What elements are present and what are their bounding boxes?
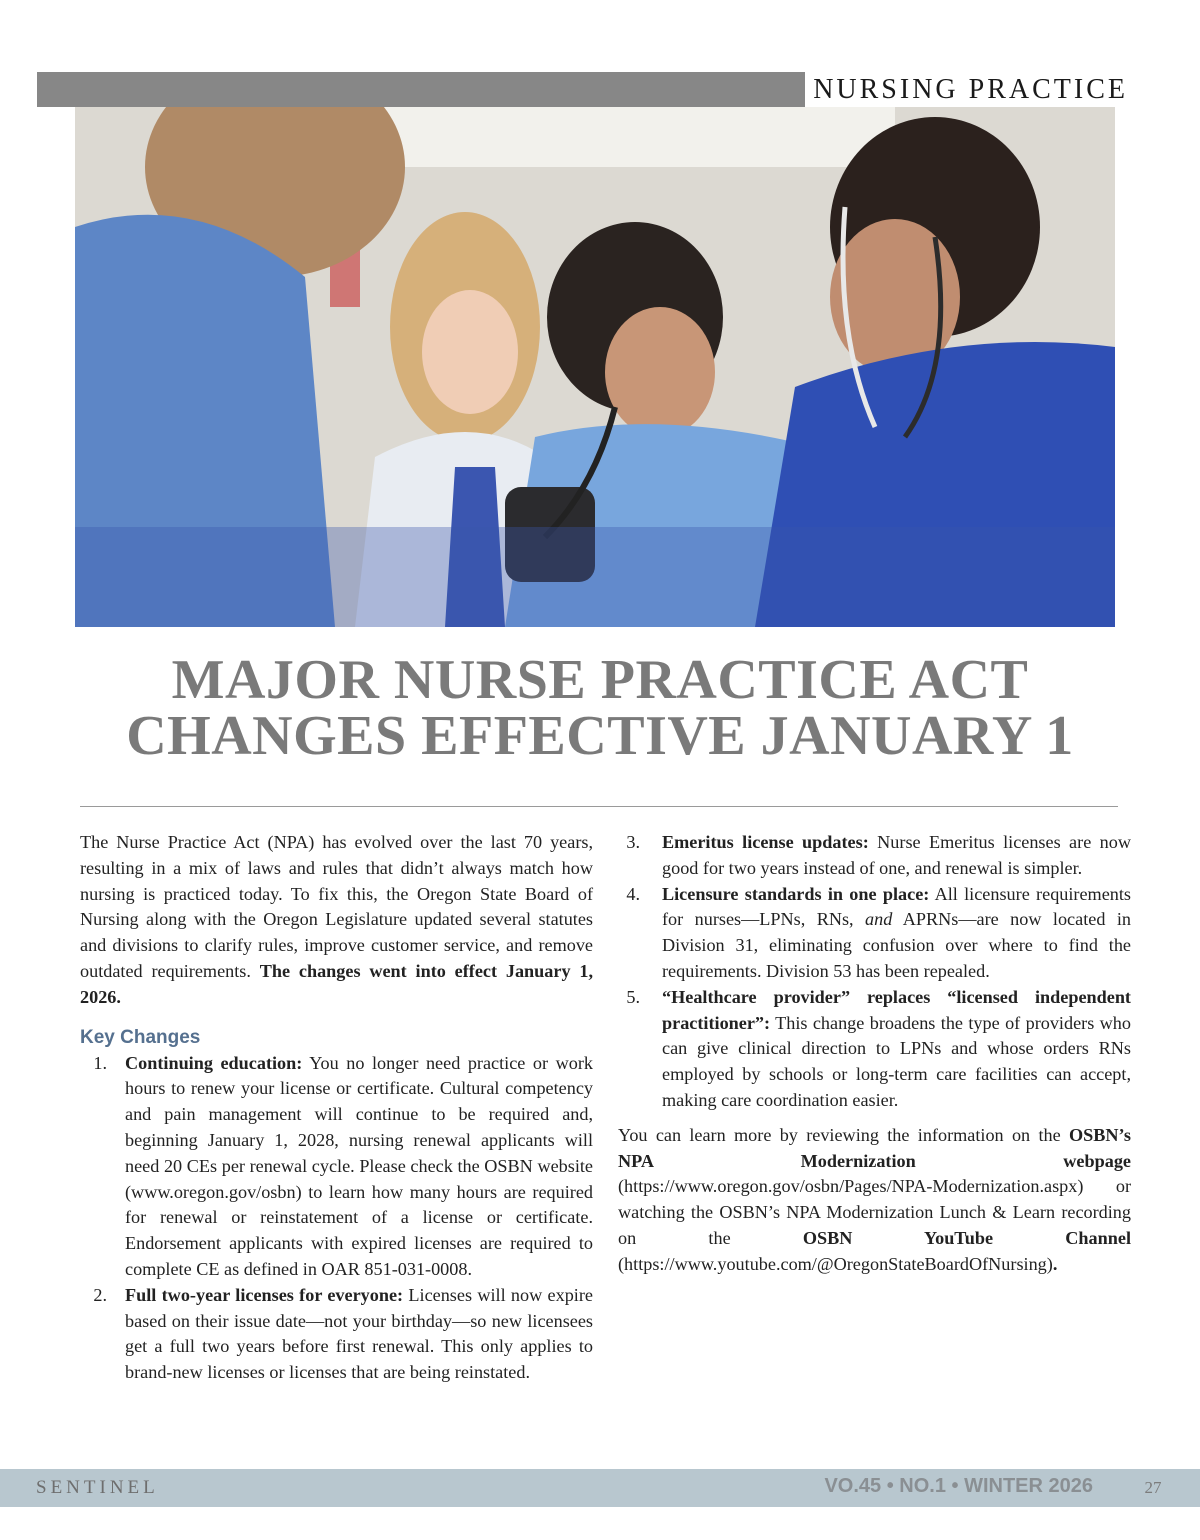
list-number: 5. — [626, 986, 640, 1007]
closing-text-3: (https://www.youtube.com/@OregonStateBoardOfNursing) — [618, 1253, 1053, 1274]
closing-text-2: (https://www.oregon.gov/osbn/Pages/NPA-Modernization.aspx) or watching the OSBN’s NPA Modernization Lunch & Learn recording on the — [618, 1176, 1131, 1248]
page-number: 27 — [1144, 1478, 1162, 1497]
list-item-lead: “Healthcare provider” replaces “licensed independent practitioner”: — [662, 986, 1131, 1033]
youtube-channel-link[interactable]: OSBN YouTube Channel — [802, 1227, 1131, 1248]
list-item-text-end: APRNs—are now located in Division 31, eliminating confusion over where to find the requirements. Division 53 has been repealed. — [662, 909, 1131, 981]
list-item-lead: Full two-year licenses for everyone: — [125, 1284, 404, 1305]
closing-text-1: You can learn more by reviewing the information on the — [618, 1124, 1069, 1145]
intro-bold: The changes went into effect January 1, 2026. — [80, 960, 593, 1007]
article-title — [60, 649, 1140, 767]
list-item — [80, 1051, 593, 1283]
list-item — [618, 830, 1131, 882]
list-item-text: All licensure requirements for nurses—LPNs, RNs, — [662, 883, 1132, 930]
key-changes-list-continued — [618, 830, 1131, 1114]
npa-modernization-link[interactable]: OSBN’s NPA Modernization webpage — [618, 1124, 1131, 1171]
hero-photo — [75, 107, 1115, 627]
right-column — [618, 830, 1131, 1278]
title-line-1: MAJOR NURSE PRACTICE ACT — [171, 649, 1029, 711]
list-item-text: You no longer need practice or work hours to renew your license or certificate. Cultural competency and pain management will continue to be required and, beginning January 1, 2028, nursing renewal applicants will need 20 CEs per renewal cycle. Please check the OSBN website (www.oregon.gov/osbn) to learn how many hours are required for renewal or reinstatement of a license or certificate. Endorsement applicants with expired licenses are required to complete CE as defined in OAR 851-031-0008. — [125, 1052, 593, 1279]
intro-paragraph — [80, 830, 593, 1011]
title-divider — [80, 806, 1118, 807]
list-item-text: Licenses will now expire based on their issue date—not your birthday—so new licensees get a full two years before first renewal. This only applies to brand-new licenses or licenses that are being reinstated. — [125, 1284, 593, 1383]
list-number: 1. — [93, 1052, 107, 1073]
list-item — [618, 985, 1131, 1114]
key-changes-heading: Key Changes — [80, 1026, 201, 1048]
list-item-italic: and — [865, 909, 893, 930]
key-changes-list — [80, 1051, 593, 1386]
closing-paragraph — [618, 1123, 1131, 1278]
list-number: 3. — [626, 832, 640, 852]
intro-text: The Nurse Practice Act (NPA) has evolved over the last 70 years, resulting in a mix of laws and rules that didn’t always match how nursing is practiced today. To fix this, the Oregon State Board of Nursing along with the Oregon Legislature updated several statutes and divisions to clarify rules, improve customer service, and remove outdated requirements. — [80, 832, 593, 981]
list-item-text: Nurse Emeritus licenses are now good for two years instead of one, and renewal is simpler. — [662, 832, 1131, 878]
list-item — [80, 1283, 593, 1386]
list-item — [618, 882, 1131, 985]
header-bar — [37, 72, 805, 107]
list-number: 2. — [93, 1284, 107, 1305]
closing-period: . — [1052, 1253, 1058, 1274]
publication-name: SENTINEL — [36, 1477, 159, 1498]
list-number: 4. — [626, 883, 640, 904]
list-item-lead: Licensure standards in one place: — [662, 883, 930, 904]
list-item-lead: Emeritus license updates: — [662, 832, 869, 852]
title-line-2: CHANGES EFFECTIVE JANUARY 1 — [126, 705, 1074, 767]
issue-info: VO.45 • NO.1 • WINTER 2026 — [824, 1475, 1093, 1497]
list-item-text: This change broadens the type of providers who can give clinical direction to LPNs and whose orders RNs employed by schools or long-term care facilities can accept, making care coordination easier. — [662, 1012, 1131, 1110]
list-item-lead: Continuing education: — [125, 1052, 303, 1073]
nurses-illustration — [75, 107, 1115, 627]
section-label: NURSING PRACTICE — [813, 74, 1128, 105]
left-column — [80, 830, 593, 1386]
